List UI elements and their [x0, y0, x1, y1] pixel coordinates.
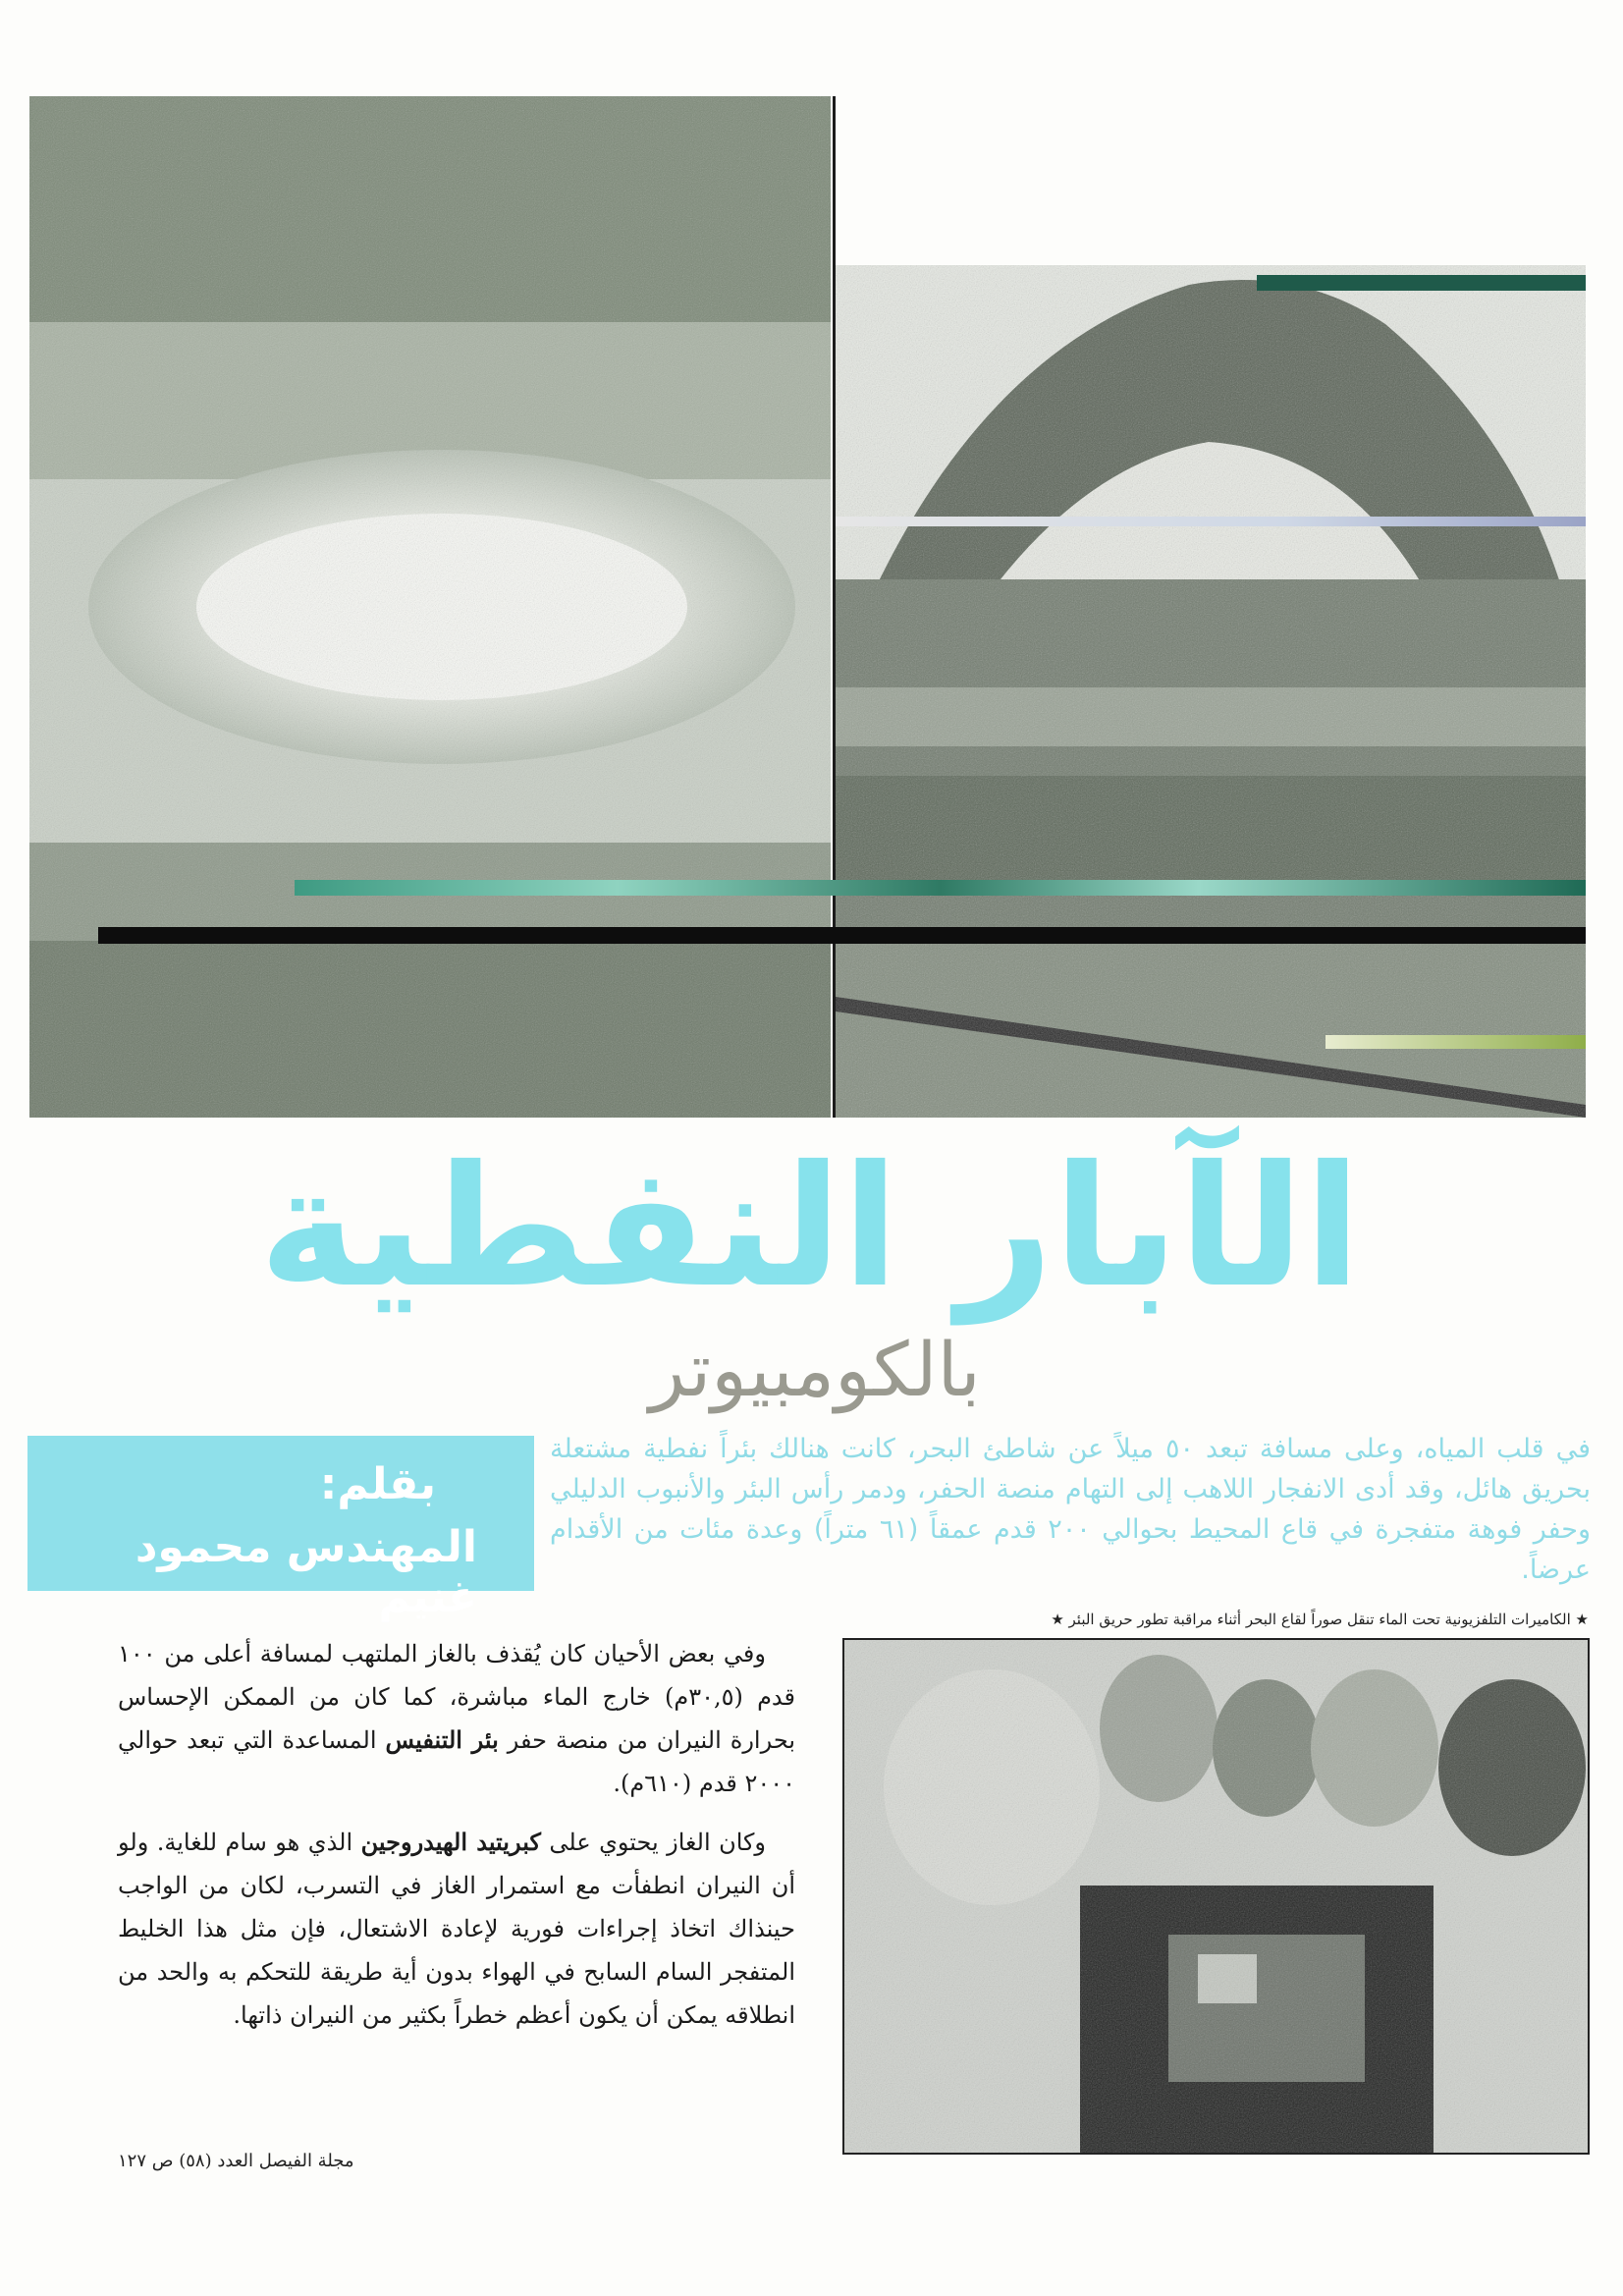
- decorative-black-bar: [98, 927, 1586, 944]
- tv-camera-monitor-photo: [842, 1638, 1590, 2155]
- page-footer: مجلة الفيصل العدد (٥٨) ص ١٢٧: [118, 2151, 354, 2171]
- term-relief-well: بئر التنفيس: [385, 1725, 499, 1754]
- term-hydrogen-sulfide: كبريتيد الهيدروجين: [360, 1828, 541, 1856]
- article-subtitle: بالكومبيوتر: [649, 1326, 981, 1413]
- aerial-crater-photo: [29, 96, 831, 1118]
- body-paragraph-1: وفي بعض الأحيان كان يُقذف بالغاز الملتهب لمسافة أعلى من ١٠٠ قدم (٣٠,٥م) خارج الماء مباشرة، كما كان من الممكن الإحساس بحرارة النيران من منصة حفر بئر التنفيس المساعدة التي تبعد حوالي ٢٠٠٠ قدم (٦١٠م).: [118, 1640, 795, 1797]
- body-paragraph-2: وكان الغاز يحتوي على كبريتيد الهيدروجين الذي هو سام للغاية. ولو أن النيران انطفأت مع استمرار الغاز في التسرب، لكان من الواجب حينذاك اتخاذ إجراءات فورية لإعادة الاشتعال، فإن مثل هذا الخليط المتفجر السام السابح في الهواء بدون أية طريقة للتحكم به والحد من انطلاقه يمكن أن يكون أعظم خطراً بكثير من النيران ذاتها.: [118, 1828, 795, 2029]
- author-name: المهندس محمود غنيم: [135, 1522, 477, 1622]
- author-by-label: بقلم:: [319, 1459, 436, 1509]
- decorative-green-bar: [295, 880, 1586, 896]
- decorative-scan-line: [833, 517, 1586, 526]
- author-box: [27, 1436, 534, 1622]
- photo-divider: [833, 96, 836, 1118]
- decorative-scan-line: [1325, 1035, 1586, 1049]
- gas-fire-explosion-photo: [836, 265, 1586, 1118]
- intro-paragraph: في قلب المياه، وعلى مسافة تبعد ٥٠ ميلاً عن شاطئ البحر، كانت هنالك بئراً نفطية مشتعلة بحريق هائل، وقد أدى الانفجار اللاهب إلى التهام منصة الحفر، ودمر رأس البئر والأنبوب الدليلي وحفر فوهة متفجرة في قاع المحيط بحوالي ٢٠٠ قدم عمقاً (٦١ متراً) وعدة مئات من الأقدام عرضاً.: [550, 1434, 1592, 1585]
- photo-caption: ★ الكاميرات التلفزيونية تحت الماء تنقل صوراً لقاع البحر أثناء مراقبة تطور حريق البئر ★: [1051, 1611, 1589, 1628]
- body-column: [118, 1632, 795, 2084]
- article-title: الآبار النفطية: [258, 1130, 1362, 1325]
- decorative-teal-bar: [1257, 275, 1586, 291]
